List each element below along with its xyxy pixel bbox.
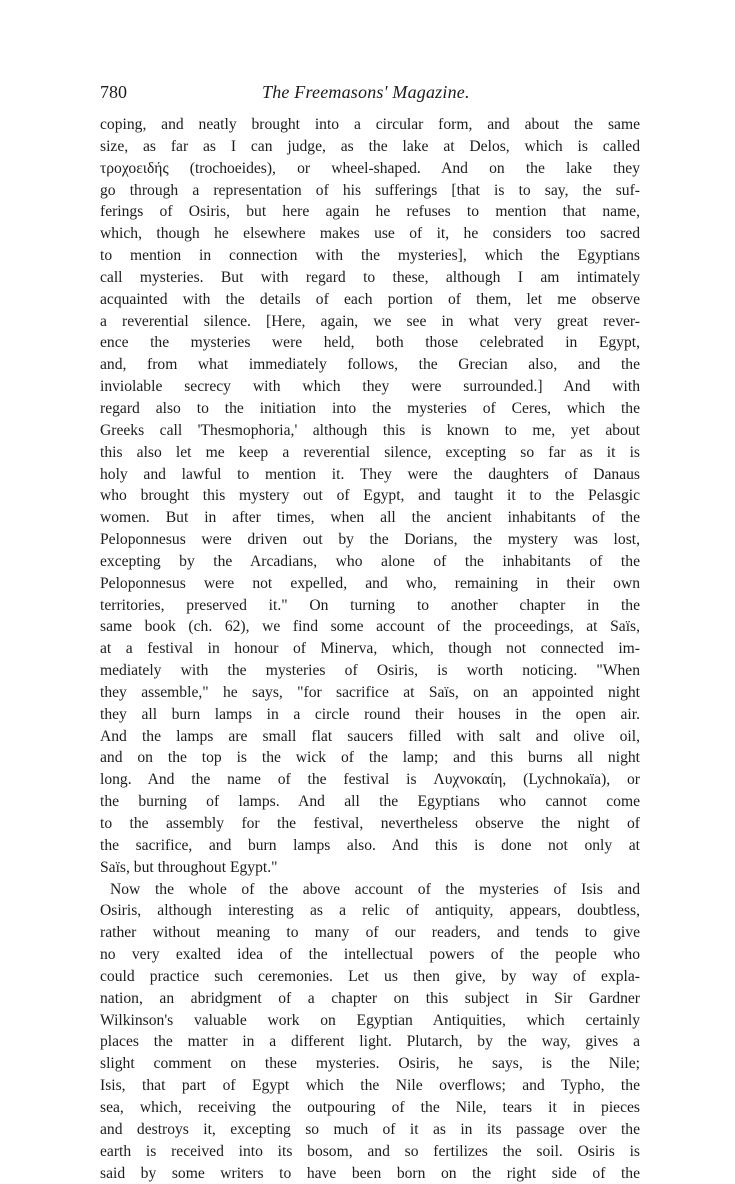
text-line: nation, an abridgment of a chapter on this subject in Sir Gardner [100,988,640,1010]
text-line: And the lamps are small flat saucers filled with salt and olive oil, [100,726,640,748]
text-line: go through a representation of his sufferings [that is to say, the suf- [100,180,640,202]
running-title: The Freemasons' Magazine. [262,82,470,103]
text-line: at a festival in honour of Minerva, which, though not connected im- [100,638,640,660]
text-line: this also let me keep a reverential silence, excepting so far as it is [100,442,640,464]
text-line: to the assembly for the festival, nevertheless observe the night of [100,813,640,835]
text-line: size, as far as I can judge, as the lake at Delos, which is called [100,136,640,158]
text-line: rather without meaning to many of our readers, and tends to give [100,922,640,944]
text-line: places the matter in a different light. Plutarch, by the way, gives a [100,1031,640,1053]
text-line: Isis, that part of Egypt which the Nile overflows; and Typho, the [100,1075,640,1097]
text-line: and destroys it, excepting so much of it as in its passage over the [100,1119,640,1141]
text-line: mediately with the mysteries of Osiris, is worth noticing. "When [100,660,640,682]
text-line: same book (ch. 62), we find some account of the proceedings, at Saïs, [100,616,640,638]
text-line: a reverential silence. [Here, again, we see in what very great rever- [100,311,640,333]
text-line: slight comment on these mysteries. Osiris, he says, is the Nile; [100,1053,640,1075]
text-line: Saïs, but throughout Egypt." [100,857,640,879]
text-line: to mention in connection with the mysteries], which the Egyptians [100,245,640,267]
text-line: and on the top is the wick of the lamp; and this burns all night [100,747,640,769]
text-line: call mysteries. But with regard to these, although I am intimately [100,267,640,289]
text-line: could practice such ceremonies. Let us then give, by way of expla- [100,966,640,988]
page-number: 780 [100,82,127,103]
text-line: which, though he elsewhere makes use of it, he considers too sacred [100,223,640,245]
body-text [100,114,640,1184]
text-line: long. And the name of the festival is Λυχνοκαίη, (Lychnokaïa), or [100,769,640,791]
text-line: inviolable secrecy with which they were surrounded.] And with [100,376,640,398]
text-line: Peloponnesus were driven out by the Dorians, the mystery was lost, [100,529,640,551]
page-header [100,82,640,104]
text-line: ence the mysteries were held, both those celebrated in Egypt, [100,332,640,354]
text-line: acquainted with the details of each portion of them, let me observe [100,289,640,311]
text-line: holy and lawful to mention it. They were the daughters of Danaus [100,464,640,486]
text-line: they all burn lamps in a circle round their houses in the open air. [100,704,640,726]
text-line: and, from what immediately follows, the Grecian also, and the [100,354,640,376]
text-line: women. But in after times, when all the ancient inhabitants of the [100,507,640,529]
text-line: they assemble," he says, "for sacrifice at Saïs, on an appointed night [100,682,640,704]
text-line: sea, which, receiving the outpouring of the Nile, tears it in pieces [100,1097,640,1119]
text-line: who brought this mystery out of Egypt, and taught it to the Pelasgic [100,485,640,507]
text-line: Now the whole of the above account of the mysteries of Isis and [100,879,640,901]
text-line: territories, preserved it." On turning to another chapter in the [100,595,640,617]
text-line: Peloponnesus were not expelled, and who, remaining in their own [100,573,640,595]
text-line: coping, and neatly brought into a circular form, and about the same [100,114,640,136]
text-line: Osiris, although interesting as a relic of antiquity, appears, doubtless, [100,900,640,922]
text-line: regard also to the initiation into the mysteries of Ceres, which the [100,398,640,420]
text-line: no very exalted idea of the intellectual powers of the people who [100,944,640,966]
text-line: the sacrifice, and burn lamps also. And this is done not only at [100,835,640,857]
text-line: ferings of Osiris, but here again he refuses to mention that name, [100,201,640,223]
text-line: said by some writers to have been born on the right side of the [100,1163,640,1184]
text-line: Wilkinson's valuable work on Egyptian Antiquities, which certainly [100,1010,640,1032]
text-line: Greeks call 'Thesmophoria,' although this is known to me, yet about [100,420,640,442]
text-line: τροχοειδής (trochoeides), or wheel-shaped. And on the lake they [100,158,640,180]
text-line: excepting by the Arcadians, who alone of the inhabitants of the [100,551,640,573]
text-line: the burning of lamps. And all the Egyptians who cannot come [100,791,640,813]
text-line: earth is received into its bosom, and so fertilizes the soil. Osiris is [100,1141,640,1163]
